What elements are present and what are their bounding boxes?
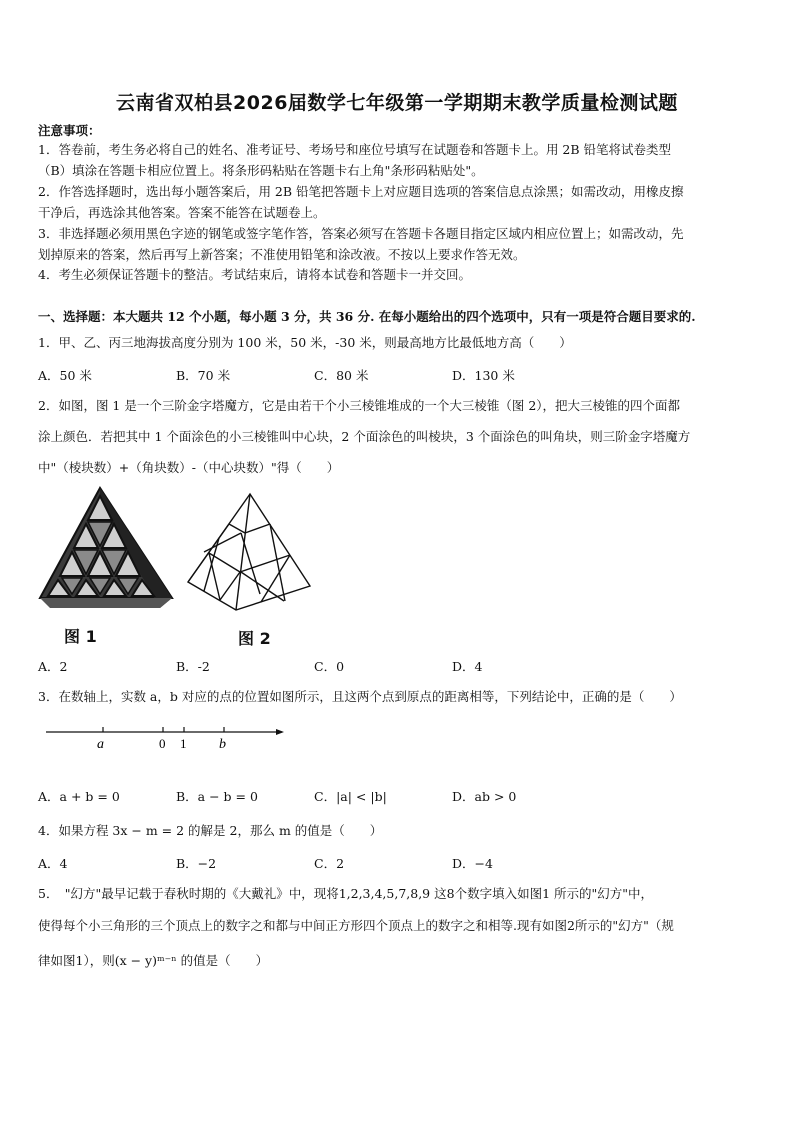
q2-option-b[interactable]: B．-2 [176,659,210,674]
q3-option-b[interactable]: B．a − b = 0 [176,789,258,804]
q4-option-d[interactable]: D．−4 [452,856,493,871]
section-heading: 一、选择题：本大题共 12 个小题，每小题 3 分，共 36 分. 在每小题给出的四个选项中，只有一项是符合题目要求的. [38,309,696,324]
notice-line: 2．作答选择题时，选出每小题答案后，用 2B 铅笔把答题卡上对应题目选项的答案信息点涂黑；如需改动，用橡皮擦 [38,184,684,199]
question-2-line: 涂上颜色．若把其中 1 个面涂色的小三棱锥叫中心块，2 个面涂色的叫棱块，3 个面涂色的叫角块，则三阶金字塔魔方 [38,429,691,444]
notice-line: 3．非选择题必须用黑色字迹的钢笔或签字笔作答，答案必须写在答题卡各题目指定区域内相应位置上；如需改动，先 [38,226,684,241]
q4-option-a[interactable]: A．4 [38,856,68,871]
question-3-stem: 3．在数轴上，实数 a，b 对应的点的位置如图所示，且这两个点到原点的距离相等，下列结论中，正确的是（ ） [38,689,682,704]
q4-option-b[interactable]: B．−2 [176,856,217,871]
pyramid-cube-figure-1 [38,484,178,614]
q1-option-c[interactable]: C．80 米 [314,368,369,383]
question-5-line: 律如图1），则(x − y)ᵐ⁻ⁿ 的值是（ ） [38,953,269,968]
q3-option-a[interactable]: A．a + b = 0 [38,789,120,804]
q1-option-b[interactable]: B．70 米 [176,368,231,383]
q2-option-c[interactable]: C．0 [314,659,345,674]
tetrahedron-figure-2 [184,490,314,614]
number-line [44,718,294,758]
figure-1-label: 图 1 [64,627,97,646]
number-line-label-a: a [97,737,104,752]
number-line-label-b: b [219,737,226,752]
notice-line: （B）填涂在答题卡相应位置上。将条形码粘贴在答题卡右上角"条形码粘贴处"。 [38,163,484,178]
number-line-label-1: 1 [180,736,187,751]
question-4-stem: 4．如果方程 3x − m = 2 的解是 2，那么 m 的值是（ ） [38,823,383,838]
notice-heading: 注意事项： [38,123,101,138]
notice-line: 干净后，再选涂其他答案。答案不能答在试题卷上。 [38,205,326,220]
question-5-line: 5． "幻方"最早记载于春秋时期的《大戴礼》中，现将1,2,3,4,5,7,8,9 这8个数字填入如图1 所示的"幻方"中， [38,886,653,901]
q3-option-d[interactable]: D．ab > 0 [452,789,517,804]
notice-line: 4．考生必须保证答题卡的整洁。考试结束后，请将本试卷和答题卡一并交回。 [38,267,471,282]
q3-option-c[interactable]: C．|a| < |b| [314,789,387,804]
q2-option-d[interactable]: D．4 [452,659,483,674]
question-1-stem: 1．甲、乙、丙三地海拔高度分别为 100 米，50 米，-30 米，则最高地方比最低地方高（ ） [38,335,572,350]
exam-title: 云南省双柏县2026届数学七年级第一学期期末教学质量检测试题 [116,92,678,114]
number-line-label-0: 0 [159,736,166,751]
notice-line: 1．答卷前，考生务必将自己的姓名、准考证号、考场号和座位号填写在试题卷和答题卡上。用 2B 铅笔将试卷类型 [38,142,672,157]
q1-option-d[interactable]: D．130 米 [452,368,515,383]
notice-line: 划掉原来的答案，然后再写上新答案；不准使用铅笔和涂改液。不按以上要求作答无效。 [38,247,526,262]
q4-option-c[interactable]: C．2 [314,856,345,871]
question-2-line: 中"（棱块数）+（角块数）-（中心块数）"得（ ） [38,460,340,475]
figure-2-label: 图 2 [238,629,271,648]
q2-option-a[interactable]: A．2 [38,659,68,674]
question-2-line: 2．如图，图 1 是一个三阶金字塔魔方，它是由若干个小三棱锥堆成的一个大三棱锥（图 2），把大三棱锥的四个面都 [38,398,681,413]
q1-option-a[interactable]: A．50 米 [38,368,92,383]
question-5-line: 使得每个小三角形的三个顶点上的数字之和都与中间正方形四个顶点上的数字之和相等.现有如图2所示的"幻方"（规 [38,918,674,933]
